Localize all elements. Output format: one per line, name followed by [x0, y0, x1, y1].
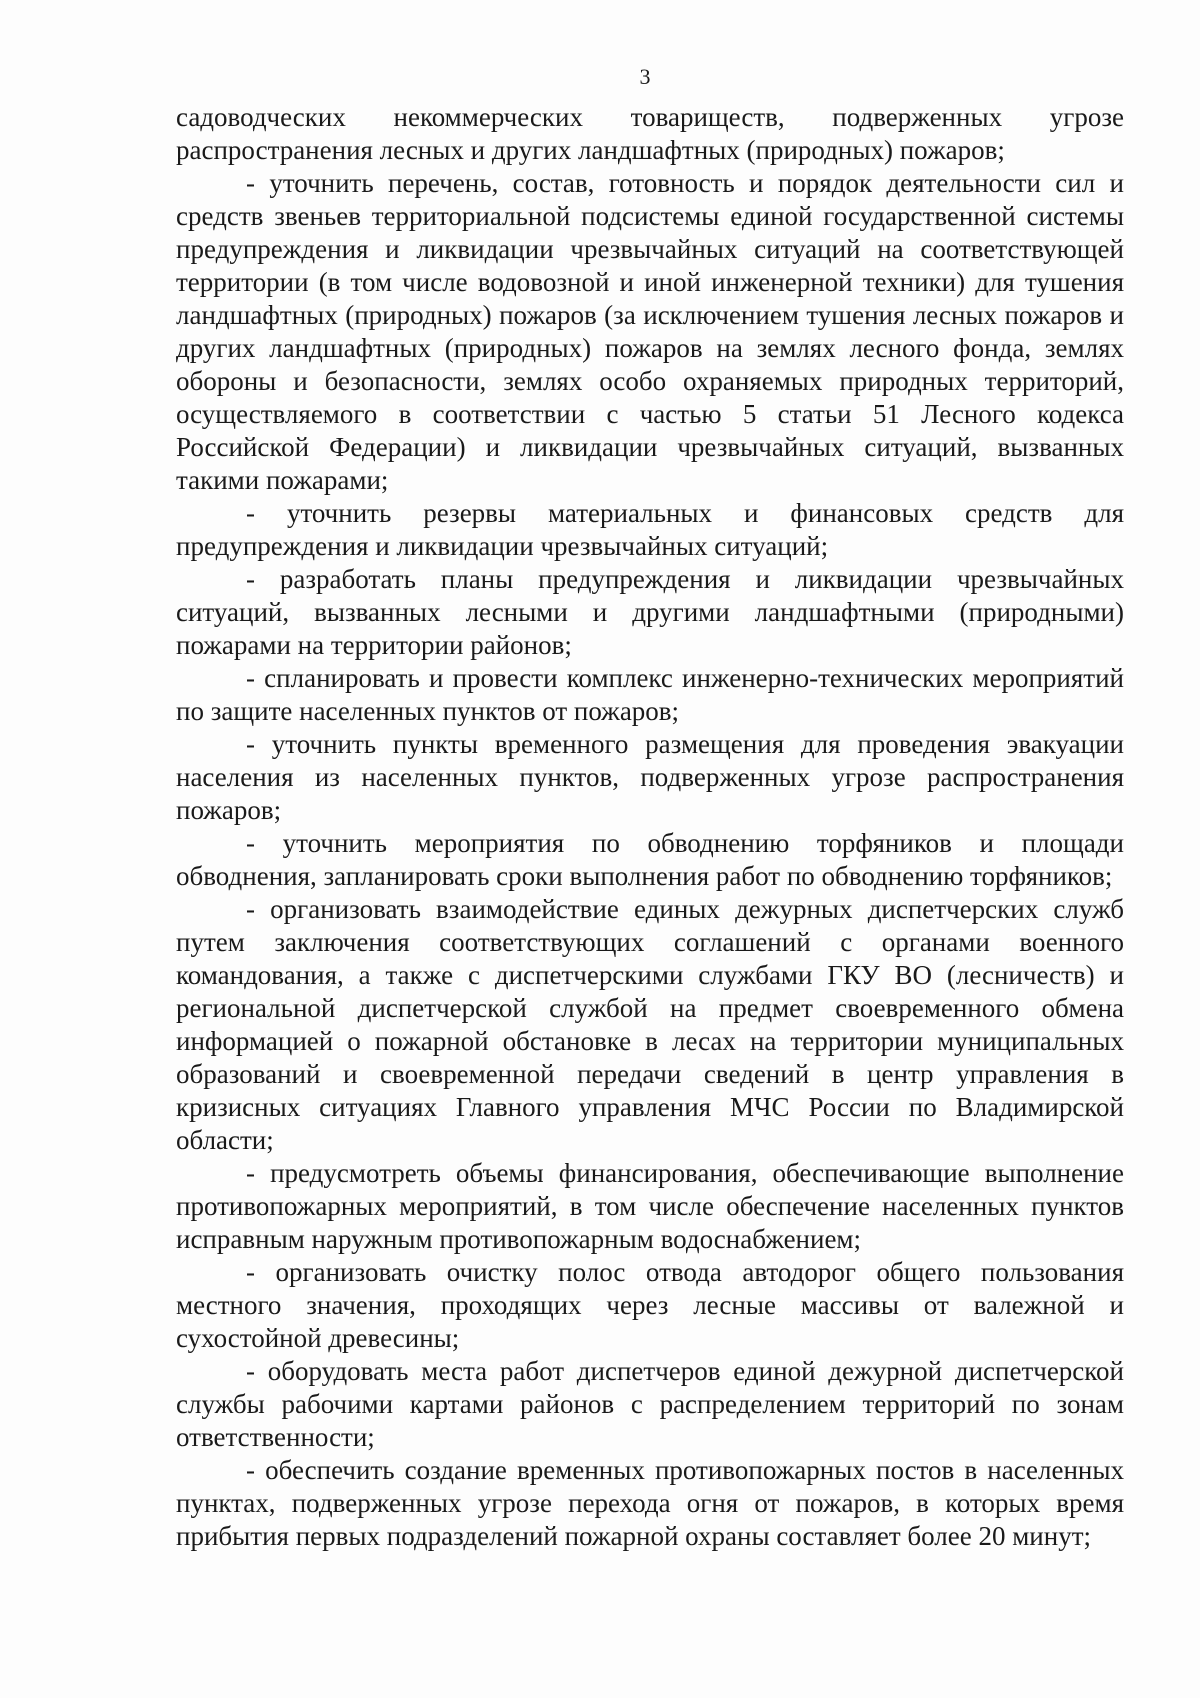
page-number: 3	[639, 64, 651, 89]
paragraph-forces-and-means: - уточнить перечень, состав, готовность и порядок деятельности сил и средств звеньев территориальной подсистемы единой государственной системы предупреждения и ликвидации чрезвычайных ситуаций на соответствующей территории (в том числе водовозной и иной инженерной техники) для тушения ландшафтных (природных) пожаров (за исключением тушения лесных пожаров и других ландшафтных (природных) пожаров на землях лесного фонда, землях обороны и безопасности, землях особо охраняемых природных территорий, осуществляемого в соответствии с частью 5 статьи 51 Лесного кодекса Российской Федерации) и ликвидации чрезвычайных ситуаций, вызванных такими пожарами;	[176, 168, 1124, 495]
paragraph-dispatcher-maps: - оборудовать места работ диспетчеров единой дежурной диспетчерской службы рабочими картами районов с распределением территорий по зонам ответственности;	[176, 1356, 1124, 1452]
paragraph-evacuation-points: - уточнить пункты временного размещения для проведения эвакуации населения из населенных пунктов, подверженных угрозе распространения пожаров;	[176, 729, 1124, 825]
paragraph-peat-watering: - уточнить мероприятия по обводнению торфяников и площади обводнения, запланировать сроки выполнения работ по обводнению торфяников;	[176, 828, 1124, 891]
paragraph-emergency-plans: - разработать планы предупреждения и ликвидации чрезвычайных ситуаций, вызванных лесными и другими ландшафтными (природными) пожарами на территории районов;	[176, 564, 1124, 660]
paragraph-road-clearing: - организовать очистку полос отвода автодорог общего пользования местного значения, проходящих через лесные массивы от валежной и сухостойной древесины;	[176, 1257, 1124, 1353]
document-body	[176, 101, 1124, 1553]
paragraph-reserves: - уточнить резервы материальных и финансовых средств для предупреждения и ликвидации чрезвычайных ситуаций;	[176, 498, 1124, 561]
paragraph-financing: - предусмотреть объемы финансирования, обеспечивающие выполнение противопожарных мероприятий, в том числе обеспечение населенных пунктов исправным наружным противопожарным водоснабжением;	[176, 1158, 1124, 1254]
paragraph-fire-posts: - обеспечить создание временных противопожарных постов в населенных пунктах, подверженных угрозе перехода огня от пожаров, в которых время прибытия первых подразделений пожарной охраны составляет более 20 минут;	[176, 1455, 1124, 1551]
paragraph-continuation: садоводческих некоммерческих товариществ, подверженных угрозе распространения лесных и других ландшафтных (природных) пожаров;	[176, 102, 1124, 165]
paragraph-engineering-measures: - спланировать и провести комплекс инженерно-технических мероприятий по защите населенных пунктов от пожаров;	[176, 663, 1124, 726]
paragraph-dispatch-cooperation: - организовать взаимодействие единых дежурных диспетчерских служб путем заключения соответствующих соглашений с органами военного командования, а также с диспетчерскими службами ГКУ ВО (лесничеств) и региональной диспетчерской службой на предмет своевременного обмена информацией о пожарной обстановке в лесах на территории муниципальных образований и своевременной передачи сведений в центр управления в кризисных ситуациях Главного управления МЧС России по Владимирской области;	[176, 894, 1124, 1155]
